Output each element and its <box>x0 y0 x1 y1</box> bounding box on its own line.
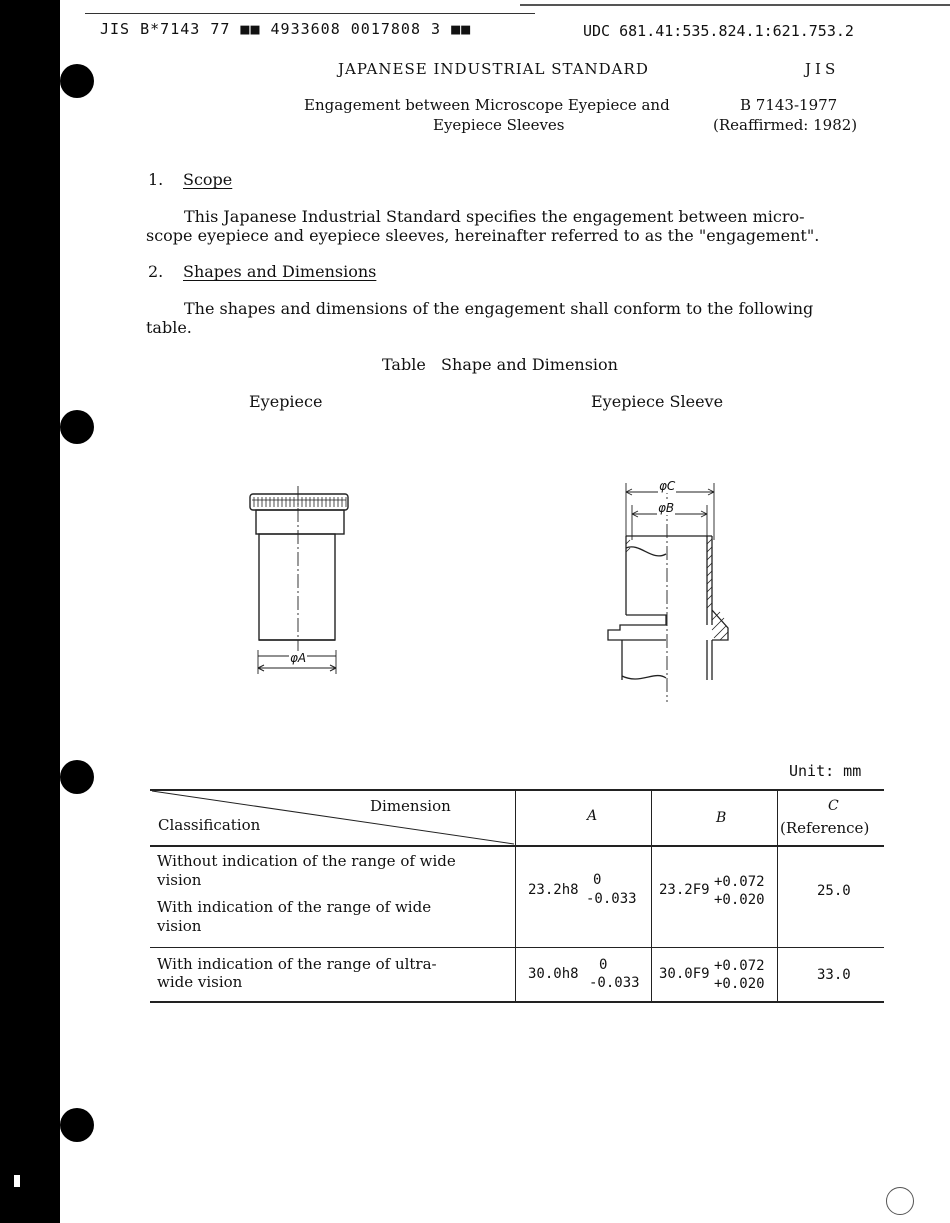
dimension-c-value: 25.0 <box>817 883 851 899</box>
header-classification: Classification <box>158 816 261 834</box>
scan-edge-line <box>520 4 950 6</box>
tolerance-a-base: 30.0h8 <box>528 966 579 982</box>
classification-text: wide vision <box>157 973 243 991</box>
tolerance-b-lower: +0.020 <box>714 976 765 992</box>
binder-hole <box>60 410 94 444</box>
header-col-a: A <box>587 808 598 824</box>
tolerance-a-lower: -0.033 <box>586 891 637 907</box>
header-col-c-note: (Reference) <box>780 819 870 837</box>
section-number: 1. <box>148 170 164 189</box>
paragraph-line: table. <box>146 318 192 337</box>
tolerance-b-upper: +0.072 <box>714 958 765 974</box>
classification-text: With indication of the range of wide <box>157 898 432 916</box>
paragraph-line: scope eyepiece and eyepiece sleeves, hereinafter referred to as the "engagement". <box>146 226 820 245</box>
tolerance-a-lower: -0.033 <box>589 975 640 991</box>
binder-hole <box>60 1108 94 1142</box>
table-caption: Table Shape and Dimension <box>382 355 618 374</box>
reaffirmed-date: (Reaffirmed: 1982) <box>713 116 858 134</box>
section-title: Shapes and Dimensions <box>183 262 377 281</box>
table-column-divider <box>651 789 652 1002</box>
classification-text: Without indication of the range of wide <box>157 852 456 870</box>
binder-hole <box>60 760 94 794</box>
dimension-label-a: φA <box>290 651 307 665</box>
document-title-line1: Engagement between Microscope Eyepiece and <box>304 96 670 114</box>
scan-margin-strip <box>0 0 60 1223</box>
standard-type: JAPANESE INDUSTRIAL STANDARD <box>338 60 649 78</box>
jis-mark: JIS <box>805 60 840 78</box>
dimension-c-value: 33.0 <box>817 967 851 983</box>
section-title: Scope <box>183 170 233 189</box>
corner-circle-mark <box>886 1187 914 1215</box>
header-col-c: C <box>828 798 839 814</box>
binder-hole <box>60 64 94 98</box>
scan-mark <box>14 1175 20 1187</box>
eyepiece-drawing <box>240 480 365 680</box>
tolerance-a-upper: 0 <box>593 872 602 888</box>
document-title-line2: Eyepiece Sleeves <box>433 116 565 134</box>
document-code-line: JIS B*7143 77 ■■ 4933608 0017808 3 ■■ <box>100 20 472 38</box>
header-rule <box>85 13 535 14</box>
paragraph-line: This Japanese Industrial Standard specifies the engagement between micro- <box>184 207 805 226</box>
classification-text: vision <box>157 917 202 935</box>
header-col-b: B <box>716 810 727 826</box>
table-column-divider <box>777 789 778 1002</box>
tolerance-b-lower: +0.020 <box>714 892 765 908</box>
tolerance-a-upper: 0 <box>599 957 608 973</box>
eyepiece-label: Eyepiece <box>249 392 323 411</box>
dimension-label-c: φC <box>659 479 676 493</box>
tolerance-a-base: 23.2h8 <box>528 882 579 898</box>
standard-number: B 7143-1977 <box>740 96 838 114</box>
dimension-label-b: φB <box>658 501 675 515</box>
tolerance-b-upper: +0.072 <box>714 874 765 890</box>
section-number: 2. <box>148 262 164 281</box>
paragraph-line: The shapes and dimensions of the engagement shall conform to the following <box>184 299 814 318</box>
unit-label: Unit: mm <box>789 762 862 780</box>
classification-text: With indication of the range of ultra- <box>157 955 437 973</box>
table-row-rule <box>150 947 884 948</box>
tolerance-b-base: 23.2F9 <box>659 882 710 898</box>
tolerance-b-base: 30.0F9 <box>659 966 710 982</box>
classification-text: vision <box>157 871 202 889</box>
udc-number: UDC 681.41:535.824.1:621.753.2 <box>583 22 854 40</box>
eyepiece-sleeve-label: Eyepiece Sleeve <box>591 392 724 411</box>
header-dimension: Dimension <box>370 797 451 815</box>
table-bottom-rule <box>150 1001 884 1003</box>
